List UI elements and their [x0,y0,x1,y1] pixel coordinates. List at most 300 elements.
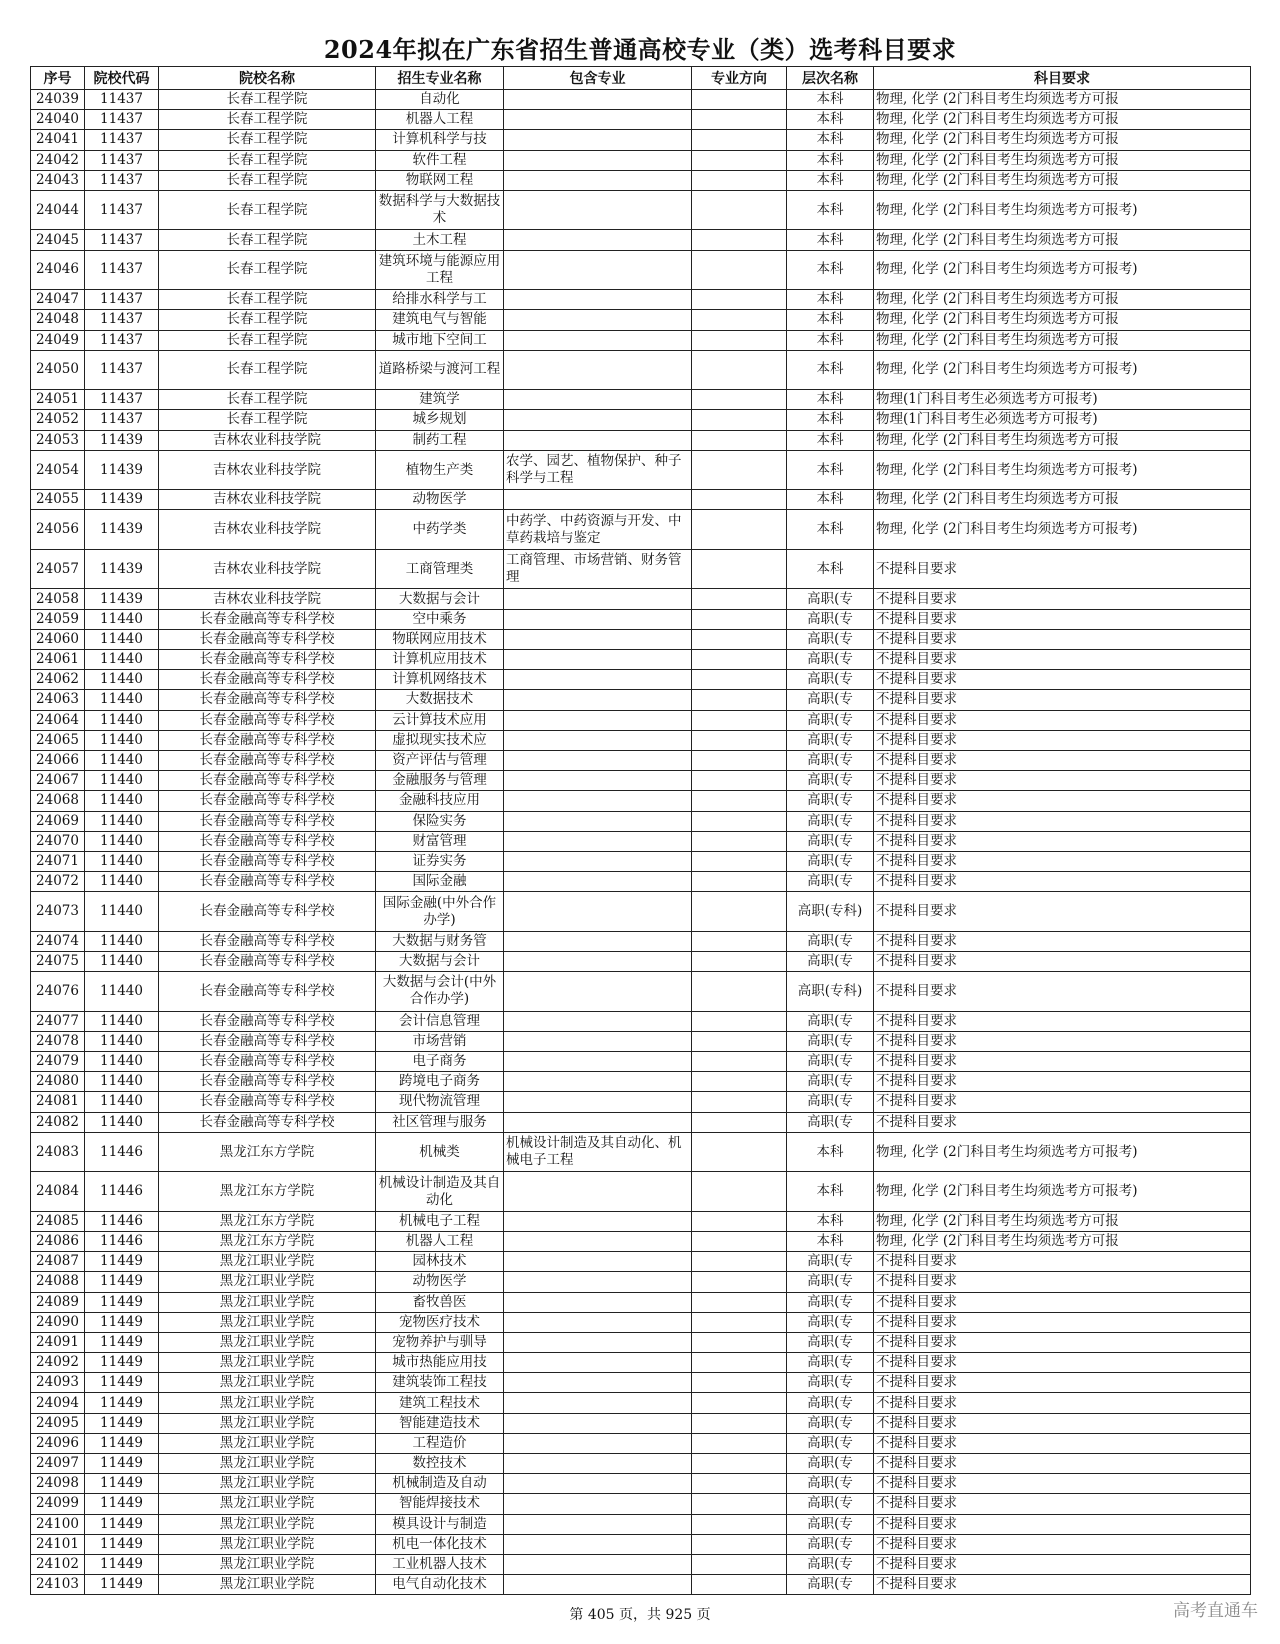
table-row [31,1231,1251,1251]
cell-major-direction [692,430,787,450]
cell-subject-requirement: 不提科目要求 [874,872,1251,892]
cell-major-direction [692,811,787,831]
cell-major-name: 工商管理类 [376,549,504,589]
cell-subject-requirement: 物理, 化学 (2门科目考生均须选考方可报考) [874,1132,1251,1172]
table-row [31,390,1251,410]
table-row [31,170,1251,190]
cell-major-direction [692,650,787,670]
cell-subject-requirement: 不提科目要求 [874,690,1251,710]
cell-level: 本科 [787,1231,874,1251]
cell-major-direction [692,450,787,490]
cell-index: 24065 [31,730,85,750]
cell-school-name: 长春工程学院 [159,290,376,310]
cell-index: 24075 [31,951,85,971]
cell-subject-requirement: 不提科目要求 [874,1373,1251,1393]
cell-school-code: 11449 [85,1353,159,1373]
cell-subject-requirement: 不提科目要求 [874,549,1251,589]
cell-school-name: 黑龙江职业学院 [159,1312,376,1332]
cell-subject-requirement: 物理, 化学 (2门科目考生均须选考方可报 [874,430,1251,450]
cell-school-code: 11440 [85,650,159,670]
cell-subject-requirement: 不提科目要求 [874,1011,1251,1031]
cell-school-code: 11437 [85,130,159,150]
cell-level: 高职(专 [787,710,874,730]
table-row [31,1072,1251,1092]
cell-subject-requirement: 物理, 化学 (2门科目考生均须选考方可报 [874,1211,1251,1231]
header-major-direction: 专业方向 [692,67,787,90]
cell-school-code: 11439 [85,510,159,550]
cell-major-name: 动物医学 [376,1272,504,1292]
cell-level: 高职(专 [787,771,874,791]
table-row [31,710,1251,730]
table-row [31,1514,1251,1534]
cell-school-code: 11437 [85,390,159,410]
cell-school-code: 11437 [85,170,159,190]
cell-major-direction [692,250,787,290]
cell-school-name: 长春金融高等专科学校 [159,872,376,892]
cell-major-name: 现代物流管理 [376,1092,504,1112]
cell-school-name: 黑龙江职业学院 [159,1252,376,1272]
cell-level: 高职(专 [787,1052,874,1072]
cell-subject-requirement: 物理, 化学 (2门科目考生均须选考方可报 [874,230,1251,250]
cell-included-majors [504,1231,692,1251]
cell-index: 24070 [31,831,85,851]
cell-subject-requirement: 不提科目要求 [874,730,1251,750]
cell-major-name: 城市热能应用技 [376,1353,504,1373]
cell-major-name: 国际金融 [376,872,504,892]
header-school-code: 院校代码 [85,67,159,90]
cell-school-code: 11440 [85,629,159,649]
cell-included-majors [504,90,692,110]
cell-subject-requirement: 不提科目要求 [874,851,1251,871]
cell-level: 本科 [787,170,874,190]
cell-level: 高职(专 [787,1353,874,1373]
cell-major-name: 建筑环境与能源应用工程 [376,250,504,290]
cell-included-majors [504,1575,692,1595]
cell-major-direction [692,549,787,589]
cell-major-direction [692,1514,787,1534]
cell-school-code: 11449 [85,1575,159,1595]
cell-subject-requirement: 物理, 化学 (2门科目考生均须选考方可报 [874,130,1251,150]
cell-subject-requirement: 不提科目要求 [874,1312,1251,1332]
cell-major-name: 物联网应用技术 [376,629,504,649]
cell-school-name: 长春金融高等专科学校 [159,771,376,791]
cell-subject-requirement: 不提科目要求 [874,1072,1251,1092]
cell-major-name: 大数据技术 [376,690,504,710]
cell-school-name: 黑龙江东方学院 [159,1132,376,1172]
cell-major-name: 大数据与会计 [376,951,504,971]
table-row [31,1132,1251,1172]
cell-school-code: 11437 [85,150,159,170]
cell-level: 本科 [787,510,874,550]
cell-index: 24043 [31,170,85,190]
cell-school-name: 黑龙江职业学院 [159,1534,376,1554]
cell-subject-requirement: 不提科目要求 [874,1292,1251,1312]
cell-included-majors [504,972,692,1012]
table-row [31,1292,1251,1312]
cell-level: 高职(专 [787,750,874,770]
cell-school-name: 长春金融高等专科学校 [159,1011,376,1031]
cell-school-code: 11440 [85,931,159,951]
cell-major-name: 园林技术 [376,1252,504,1272]
cell-major-direction [692,1413,787,1433]
cell-level: 本科 [787,350,874,390]
cell-subject-requirement: 不提科目要求 [874,1494,1251,1514]
cell-major-direction [692,1353,787,1373]
cell-school-code: 11449 [85,1292,159,1312]
cell-subject-requirement: 物理, 化学 (2门科目考生均须选考方可报 [874,310,1251,330]
cell-level: 高职(专 [787,629,874,649]
cell-major-direction [692,710,787,730]
cell-level: 本科 [787,549,874,589]
cell-level: 高职(专 [787,1092,874,1112]
cell-school-code: 11449 [85,1413,159,1433]
cell-included-majors [504,670,692,690]
cell-index: 24098 [31,1474,85,1494]
cell-level: 高职(专科) [787,972,874,1012]
cell-major-name: 给排水科学与工 [376,290,504,310]
cell-included-majors [504,1172,692,1212]
cell-school-name: 黑龙江职业学院 [159,1433,376,1453]
cell-school-code: 11449 [85,1373,159,1393]
cell-school-code: 11449 [85,1312,159,1332]
cell-level: 高职(专科) [787,892,874,932]
cell-major-name: 电气自动化技术 [376,1575,504,1595]
cell-major-direction [692,1092,787,1112]
cell-school-code: 11439 [85,450,159,490]
cell-included-majors [504,1514,692,1534]
cell-major-direction [692,1534,787,1554]
cell-included-majors [504,430,692,450]
cell-major-name: 中药学类 [376,510,504,550]
cell-included-majors [504,650,692,670]
cell-major-direction [692,330,787,350]
cell-major-direction [692,1312,787,1332]
cell-school-code: 11439 [85,490,159,510]
cell-level: 本科 [787,110,874,130]
cell-included-majors [504,892,692,932]
cell-index: 24059 [31,609,85,629]
cell-included-majors [504,1332,692,1352]
cell-included-majors [504,490,692,510]
cell-major-direction [692,1231,787,1251]
cell-included-majors [504,290,692,310]
cell-index: 24054 [31,450,85,490]
table-row [31,130,1251,150]
brand-watermark: 高考直通车 [1173,1601,1258,1621]
cell-school-code: 11437 [85,250,159,290]
cell-major-name: 社区管理与服务 [376,1112,504,1132]
table-row [31,951,1251,971]
cell-included-majors [504,951,692,971]
cell-major-direction [692,1132,787,1172]
cell-school-code: 11437 [85,410,159,430]
table-row [31,110,1251,130]
cell-major-name: 智能焊接技术 [376,1494,504,1514]
cell-level: 高职(专 [787,1433,874,1453]
cell-major-name: 财富管理 [376,831,504,851]
cell-level: 本科 [787,90,874,110]
cell-index: 24048 [31,310,85,330]
cell-school-code: 11449 [85,1514,159,1534]
cell-school-code: 11449 [85,1393,159,1413]
table-header-row [31,67,1251,90]
cell-index: 24071 [31,851,85,871]
table-row [31,250,1251,290]
cell-level: 高职(专 [787,730,874,750]
cell-school-code: 11440 [85,690,159,710]
cell-school-name: 吉林农业科技学院 [159,589,376,609]
cell-major-name: 动物医学 [376,490,504,510]
cell-level: 高职(专 [787,650,874,670]
cell-major-name: 模具设计与制造 [376,1514,504,1534]
table-row [31,1332,1251,1352]
cell-included-majors [504,1052,692,1072]
cell-included-majors [504,1031,692,1051]
cell-school-code: 11449 [85,1454,159,1474]
cell-index: 24077 [31,1011,85,1031]
cell-index: 24042 [31,150,85,170]
cell-level: 本科 [787,230,874,250]
cell-included-majors [504,1413,692,1433]
cell-school-code: 11439 [85,549,159,589]
cell-level: 高职(专 [787,1292,874,1312]
cell-school-code: 11449 [85,1494,159,1514]
cell-subject-requirement: 不提科目要求 [874,1454,1251,1474]
cell-index: 24073 [31,892,85,932]
cell-school-code: 11437 [85,310,159,330]
header-subject-requirement: 科目要求 [874,67,1251,90]
cell-index: 24084 [31,1172,85,1212]
table-row [31,851,1251,871]
cell-subject-requirement: 不提科目要求 [874,1092,1251,1112]
cell-major-direction [692,670,787,690]
requirements-table [30,66,1251,1595]
cell-index: 24068 [31,791,85,811]
table-row [31,430,1251,450]
cell-major-name: 云计算技术应用 [376,710,504,730]
cell-included-majors [504,410,692,430]
cell-subject-requirement: 物理, 化学 (2门科目考生均须选考方可报 [874,330,1251,350]
cell-level: 本科 [787,1132,874,1172]
table-row [31,892,1251,932]
cell-school-name: 长春工程学院 [159,150,376,170]
table-row [31,1172,1251,1212]
cell-level: 高职(专 [787,811,874,831]
table-row [31,150,1251,170]
table-row [31,310,1251,330]
cell-index: 24047 [31,290,85,310]
cell-index: 24058 [31,589,85,609]
cell-major-direction [692,90,787,110]
cell-subject-requirement: 物理, 化学 (2门科目考生均须选考方可报 [874,170,1251,190]
cell-major-direction [692,1332,787,1352]
cell-school-name: 长春金融高等专科学校 [159,931,376,951]
cell-included-majors [504,1554,692,1574]
table-row [31,1393,1251,1413]
cell-index: 24079 [31,1052,85,1072]
table-row [31,330,1251,350]
cell-major-direction [692,1252,787,1272]
table-row [31,811,1251,831]
cell-school-code: 11446 [85,1172,159,1212]
cell-subject-requirement: 不提科目要求 [874,771,1251,791]
cell-included-majors [504,1353,692,1373]
cell-subject-requirement: 不提科目要求 [874,811,1251,831]
cell-major-direction [692,730,787,750]
table-row [31,831,1251,851]
cell-subject-requirement: 不提科目要求 [874,1052,1251,1072]
cell-major-name: 大数据与会计 [376,589,504,609]
cell-level: 高职(专 [787,1252,874,1272]
cell-level: 高职(专 [787,1534,874,1554]
cell-school-name: 长春金融高等专科学校 [159,831,376,851]
cell-major-name: 资产评估与管理 [376,750,504,770]
table-row [31,1112,1251,1132]
cell-subject-requirement: 不提科目要求 [874,1031,1251,1051]
cell-school-name: 长春金融高等专科学校 [159,670,376,690]
cell-index: 24085 [31,1211,85,1231]
cell-major-name: 建筑学 [376,390,504,410]
cell-index: 24053 [31,430,85,450]
cell-subject-requirement: 物理(1门科目考生必须选考方可报考) [874,390,1251,410]
cell-school-code: 11440 [85,811,159,831]
cell-school-code: 11446 [85,1211,159,1231]
cell-subject-requirement: 不提科目要求 [874,951,1251,971]
cell-major-name: 保险实务 [376,811,504,831]
cell-major-name: 城市地下空间工 [376,330,504,350]
cell-school-code: 11439 [85,430,159,450]
cell-school-name: 长春金融高等专科学校 [159,892,376,932]
table-row [31,1433,1251,1453]
table-row [31,589,1251,609]
cell-index: 24067 [31,771,85,791]
cell-major-direction [692,892,787,932]
cell-included-majors [504,811,692,831]
cell-school-name: 长春工程学院 [159,110,376,130]
cell-school-code: 11440 [85,951,159,971]
cell-major-name: 大数据与会计(中外合作办学) [376,972,504,1012]
cell-major-direction [692,831,787,851]
table-row [31,629,1251,649]
cell-index: 24074 [31,931,85,951]
cell-major-name: 制药工程 [376,430,504,450]
cell-major-direction [692,1052,787,1072]
cell-included-majors [504,629,692,649]
cell-major-direction [692,310,787,330]
cell-school-name: 黑龙江职业学院 [159,1554,376,1574]
cell-index: 24103 [31,1575,85,1595]
cell-major-direction [692,791,787,811]
cell-major-name: 软件工程 [376,150,504,170]
cell-school-code: 11440 [85,609,159,629]
cell-school-code: 11440 [85,750,159,770]
cell-major-name: 机械设计制造及其自动化 [376,1172,504,1212]
cell-major-direction [692,951,787,971]
cell-major-name: 金融科技应用 [376,791,504,811]
cell-level: 高职(专 [787,791,874,811]
cell-index: 24064 [31,710,85,730]
cell-school-name: 吉林农业科技学院 [159,450,376,490]
cell-school-name: 长春金融高等专科学校 [159,629,376,649]
cell-index: 24049 [31,330,85,350]
cell-major-direction [692,190,787,230]
cell-major-direction [692,750,787,770]
cell-school-code: 11440 [85,892,159,932]
cell-index: 24041 [31,130,85,150]
cell-school-name: 黑龙江职业学院 [159,1393,376,1413]
cell-level: 高职(专 [787,1554,874,1574]
cell-subject-requirement: 不提科目要求 [874,1433,1251,1453]
cell-index: 24066 [31,750,85,770]
cell-level: 高职(专 [787,670,874,690]
cell-school-name: 长春金融高等专科学校 [159,690,376,710]
cell-subject-requirement: 不提科目要求 [874,1554,1251,1574]
cell-major-direction [692,1172,787,1212]
cell-level: 高职(专 [787,1011,874,1031]
cell-school-code: 11449 [85,1332,159,1352]
cell-subject-requirement: 不提科目要求 [874,791,1251,811]
cell-level: 高职(专 [787,851,874,871]
table-row [31,1494,1251,1514]
cell-index: 24062 [31,670,85,690]
cell-school-code: 11440 [85,1092,159,1112]
cell-subject-requirement: 不提科目要求 [874,892,1251,932]
cell-included-majors [504,1092,692,1112]
table-row [31,1092,1251,1112]
cell-subject-requirement: 不提科目要求 [874,670,1251,690]
cell-subject-requirement: 物理, 化学 (2门科目考生均须选考方可报 [874,150,1251,170]
cell-included-majors [504,1393,692,1413]
cell-major-name: 数据科学与大数据技术 [376,190,504,230]
cell-school-name: 长春工程学院 [159,350,376,390]
cell-school-name: 吉林农业科技学院 [159,490,376,510]
table-row [31,1554,1251,1574]
cell-index: 24100 [31,1514,85,1534]
cell-subject-requirement: 不提科目要求 [874,1252,1251,1272]
cell-school-name: 长春金融高等专科学校 [159,1112,376,1132]
cell-level: 本科 [787,1211,874,1231]
cell-school-name: 长春金融高等专科学校 [159,750,376,770]
cell-school-name: 黑龙江职业学院 [159,1413,376,1433]
cell-school-name: 黑龙江职业学院 [159,1373,376,1393]
table-row [31,1272,1251,1292]
cell-school-name: 吉林农业科技学院 [159,549,376,589]
cell-level: 高职(专 [787,872,874,892]
cell-index: 24052 [31,410,85,430]
cell-major-name: 宠物养护与驯导 [376,1332,504,1352]
cell-school-code: 11440 [85,1052,159,1072]
cell-school-code: 11446 [85,1231,159,1251]
cell-included-majors: 农学、园艺、植物保护、种子科学与工程 [504,450,692,490]
cell-included-majors [504,110,692,130]
cell-index: 24076 [31,972,85,1012]
cell-level: 高职(专 [787,609,874,629]
cell-index: 24057 [31,549,85,589]
cell-school-code: 11449 [85,1272,159,1292]
cell-index: 24096 [31,1433,85,1453]
cell-school-name: 长春金融高等专科学校 [159,1072,376,1092]
cell-level: 本科 [787,450,874,490]
cell-index: 24063 [31,690,85,710]
cell-included-majors [504,1292,692,1312]
cell-major-direction [692,290,787,310]
cell-included-majors [504,130,692,150]
cell-major-direction [692,589,787,609]
cell-included-majors: 中药学、中药资源与开发、中草药栽培与鉴定 [504,510,692,550]
cell-school-name: 黑龙江职业学院 [159,1575,376,1595]
cell-school-code: 11440 [85,872,159,892]
cell-major-name: 机电一体化技术 [376,1534,504,1554]
